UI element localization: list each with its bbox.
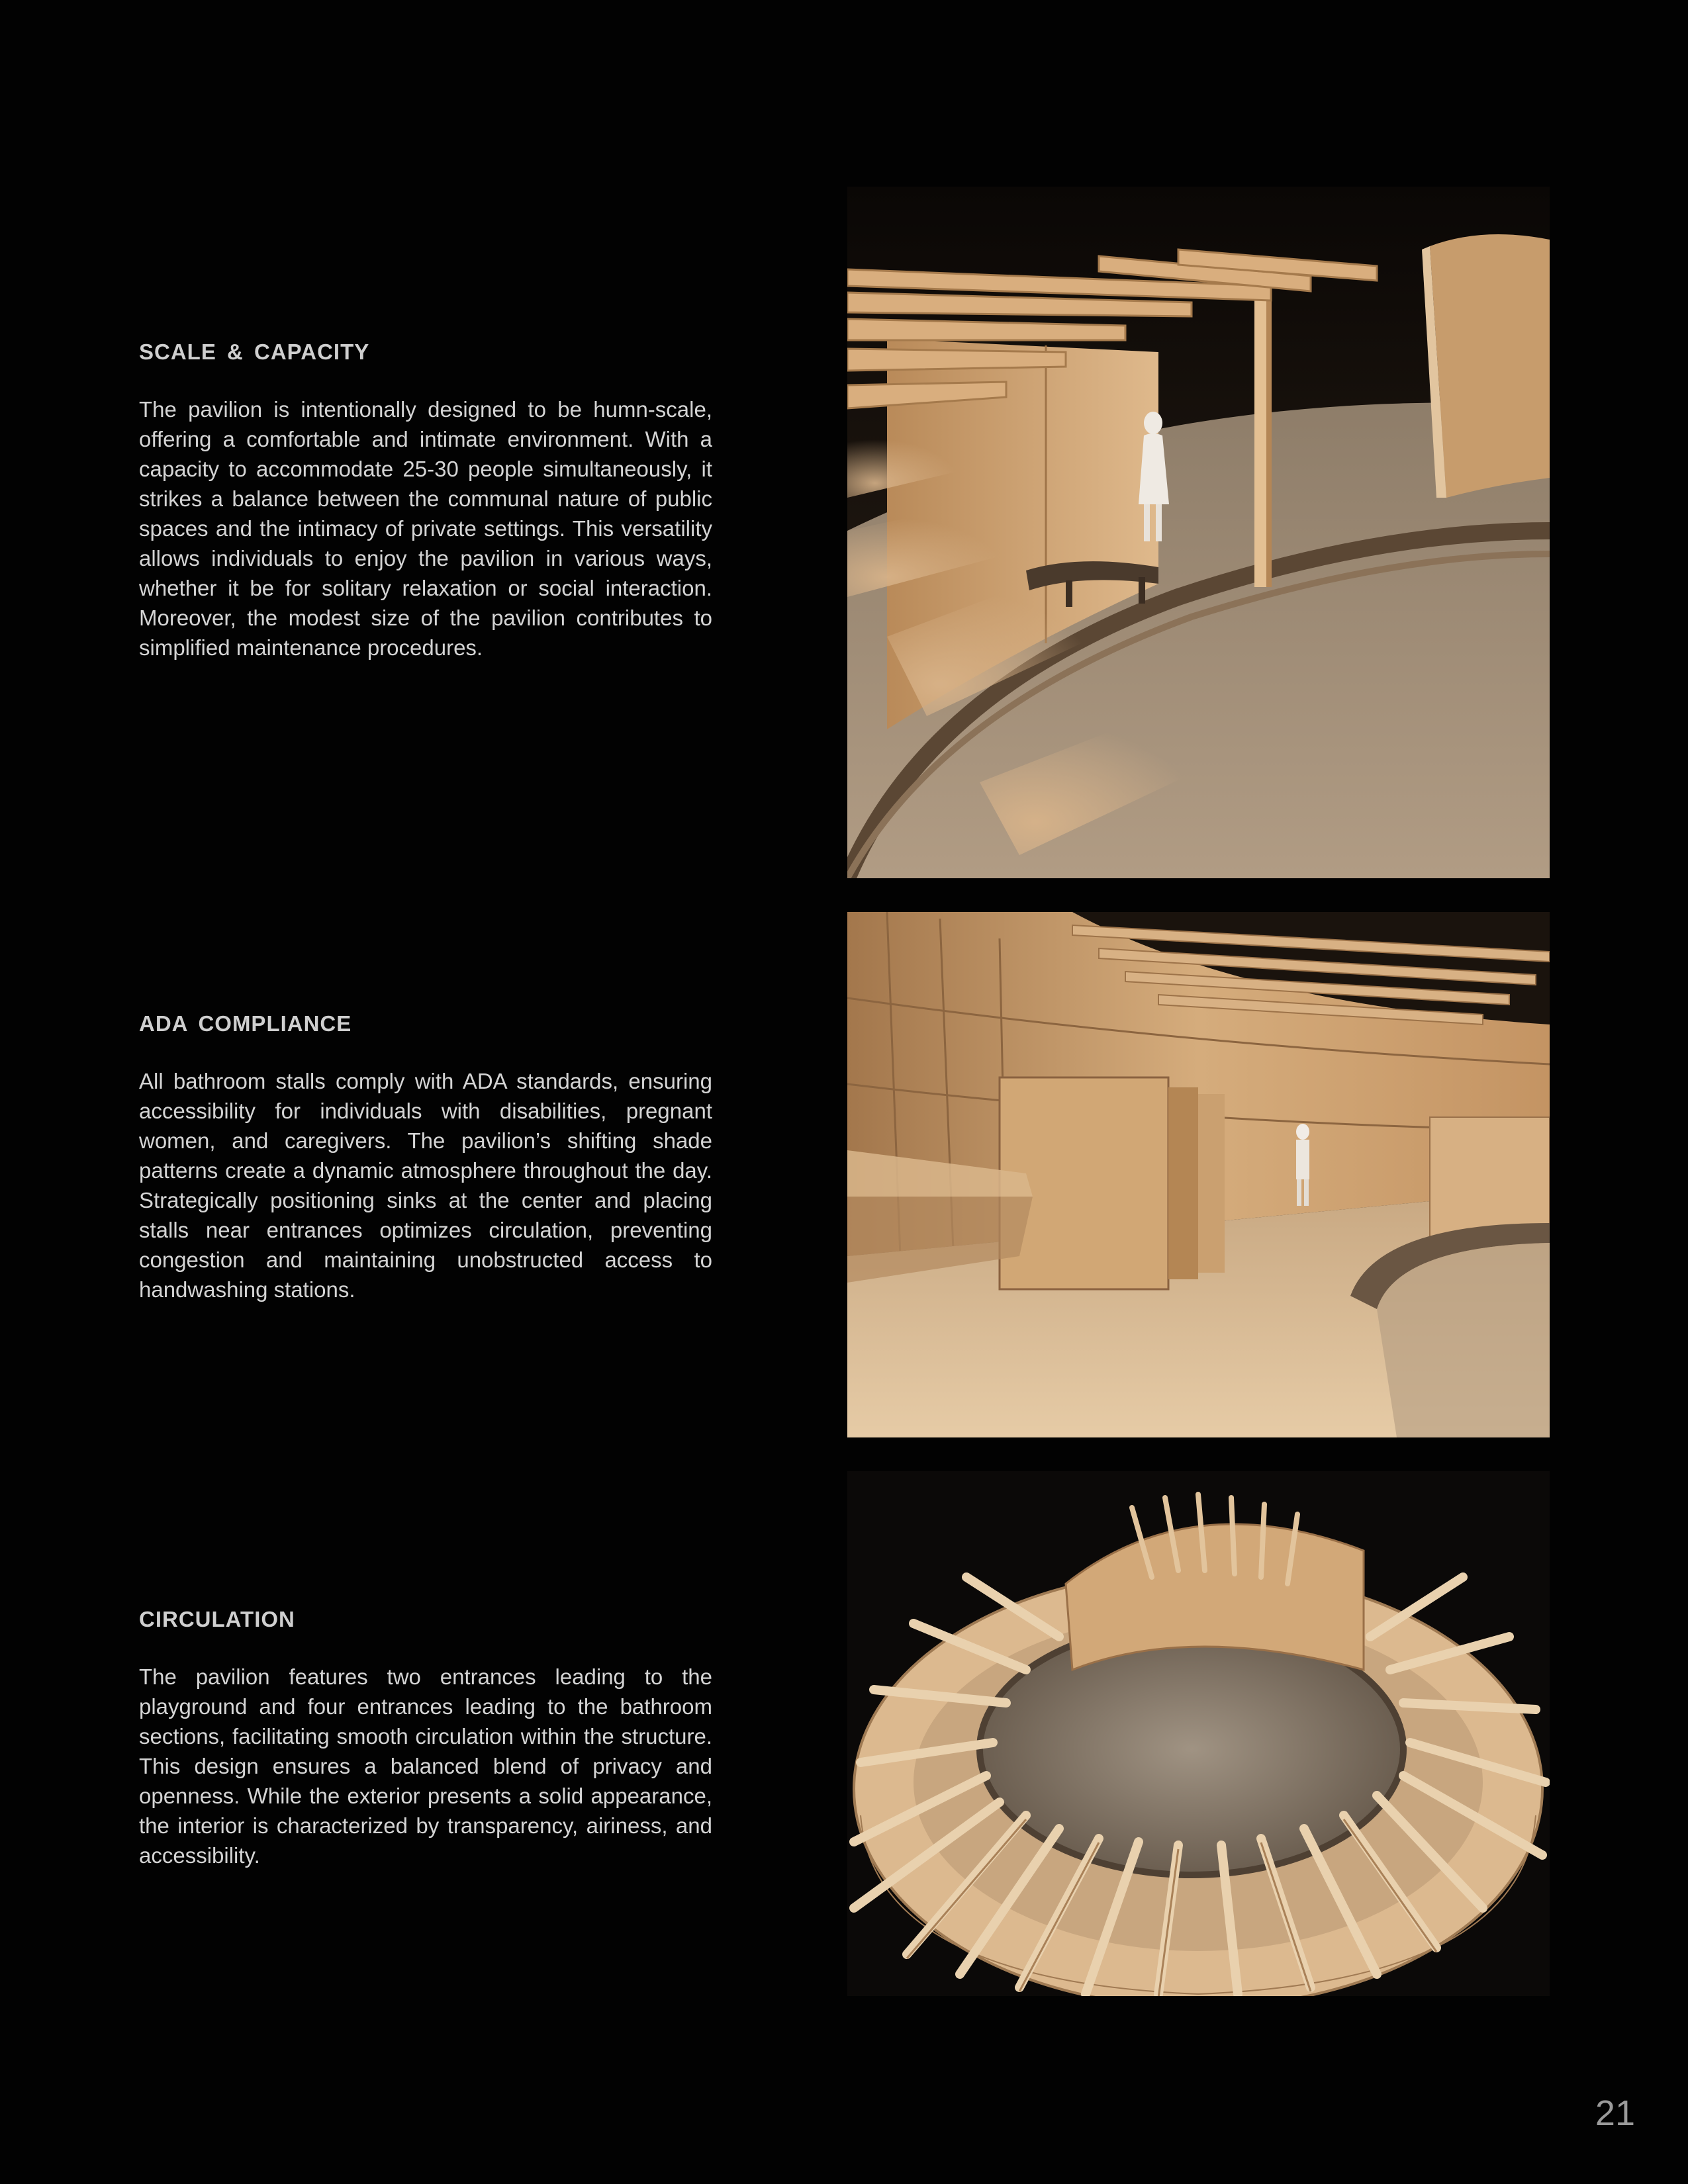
model-photo-top-view (847, 1471, 1550, 1996)
page-number: 21 (1595, 2093, 1635, 2133)
model-photo-stalls-image (847, 912, 1550, 1437)
section-heading: CIRCULATION (139, 1607, 295, 1631)
model-photo-walkway-image (847, 187, 1550, 878)
section-heading: ADA COMPLIANCE (139, 1011, 352, 1036)
model-photo-stalls (847, 912, 1550, 1437)
section-scale-capacity (139, 339, 712, 662)
model-photo-top-view-image (847, 1471, 1550, 1996)
section-body: The pavilion features two entrances leading to the playground and four entrances leading to the bathroom sections, facilitating smooth circulation within the structure. This design ensures a balanced blend of privacy and openness. While the exterior presents a solid appearance, the interior is characterized by transparency, airiness, and accessibility. (139, 1664, 712, 1868)
model-photo-walkway (847, 187, 1550, 878)
section-body: All bathroom stalls comply with ADA standards, ensuring accessibility for individuals with disabilities, pregnant women, and caregivers. The pavilion’s shifting shade patterns create a dynamic atmosphere throughout the day. Strategically positioning sinks at the center and placing stalls near entrances optimizes circulation, preventing congestion and maintaining unobstructed access to handwashing stations. (139, 1069, 712, 1302)
section-body: The pavilion is intentionally designed to be humn-scale, offering a comfortable and intimate environment. With a capacity to accommodate 25-30 people simultaneously, it strikes a balance between the communal nature of public spaces and the intimacy of private settings. This versatility allows individuals to enjoy the pavilion in various ways, whether it be for solitary relaxation or social interaction. Moreover, the modest size of the pavilion contributes to simplified maintenance procedures. (139, 397, 712, 660)
section-heading: SCALE & CAPACITY (139, 340, 370, 364)
section-circulation (139, 1606, 712, 1870)
section-ada-compliance (139, 1011, 712, 1304)
